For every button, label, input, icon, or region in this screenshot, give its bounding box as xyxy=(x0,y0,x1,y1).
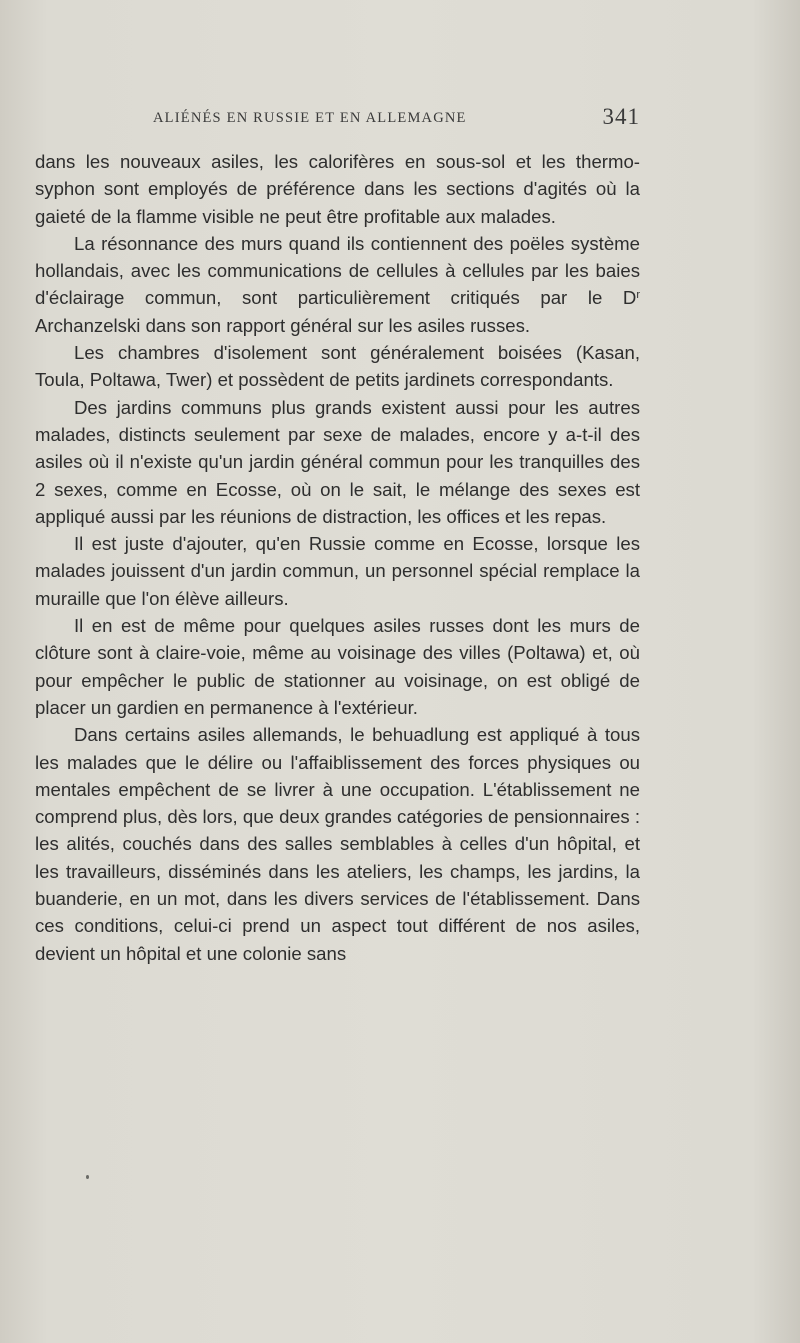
page-number: 341 xyxy=(602,104,640,129)
paragraph-5: Il est juste d'ajouter, qu'en Russie comme en Ecosse, lorsque les malades jouissent d'un jardin commun, un personnel spécial remplace la muraille que l'on élève ailleurs. xyxy=(35,533,640,609)
paragraph-1: dans les nouveaux asiles, les calorifères en sous-sol et les thermo-syphon sont employés de préférence dans les sections d'agités où la gaieté de la flamme visible ne peut être profitable aux malades. xyxy=(35,151,640,227)
paragraph-4: Des jardins communs plus grands existent aussi pour les autres malades, distincts seulement par sexe de malades, encore y a-t-il des asiles où il n'existe qu'un jardin général commun pour les tranquilles des 2 sexes, comme en Ecosse, où on le sait, le mélange des sexes est appliqué aussi par les réunions de distraction, les offices et les repas. xyxy=(35,396,640,527)
paragraph-2-text: La résonnance des murs quand ils contiennent des poëles système hollandais, avec les communications de cellules à cellules par les baies d'éclairage commun, sont particulièrement critiqués par le xyxy=(35,232,640,309)
running-title: ALIÉNÉS EN RUSSIE ET EN ALLEMAGNE xyxy=(153,110,467,126)
paragraph-2 xyxy=(35,230,640,339)
doctor-abbrev: D xyxy=(622,287,637,309)
page-header xyxy=(35,104,640,134)
paragraph-2-rest: Archanzelski dans son rapport général sur les asiles russes. xyxy=(35,314,531,336)
paragraph-6: Il en est de même pour quelques asiles russes dont les murs de clôture sont à claire-voie, même au voisinage des villes (Poltawa) et, où pour empêcher le public de stationner au voisinage, on est obligé de placer un gardien en permanence à l'extérieur. xyxy=(35,615,640,718)
paragraph-7: Dans certains asiles allemands, le behuadlung est appliqué à tous les malades que le délire ou l'affaiblissement des forces physiques ou mentales empêchent de se livrer à une occupation. L'établissement ne comprend plus, dès lors, que deux grandes catégories de pensionnaires : les alités, couchés dans des salles semblables à celles d'un hôpital, et les travailleurs, disséminés dans les ateliers, les champs, les jardins, la buanderie, en un mot, dans les divers services de l'établissement. Dans ces conditions, celui-ci prend un aspect tout différent de nos asiles, devient un hôpital et une colonie sans xyxy=(35,724,640,964)
body-text xyxy=(35,148,640,967)
paragraph-3: Les chambres d'isolement sont généralement boisées (Kasan, Toula, Poltawa, Twer) et possèdent de petits jardinets correspondants. xyxy=(35,342,640,391)
doctor-abbrev-sup: r xyxy=(636,289,640,302)
ink-speck xyxy=(86,1175,89,1179)
